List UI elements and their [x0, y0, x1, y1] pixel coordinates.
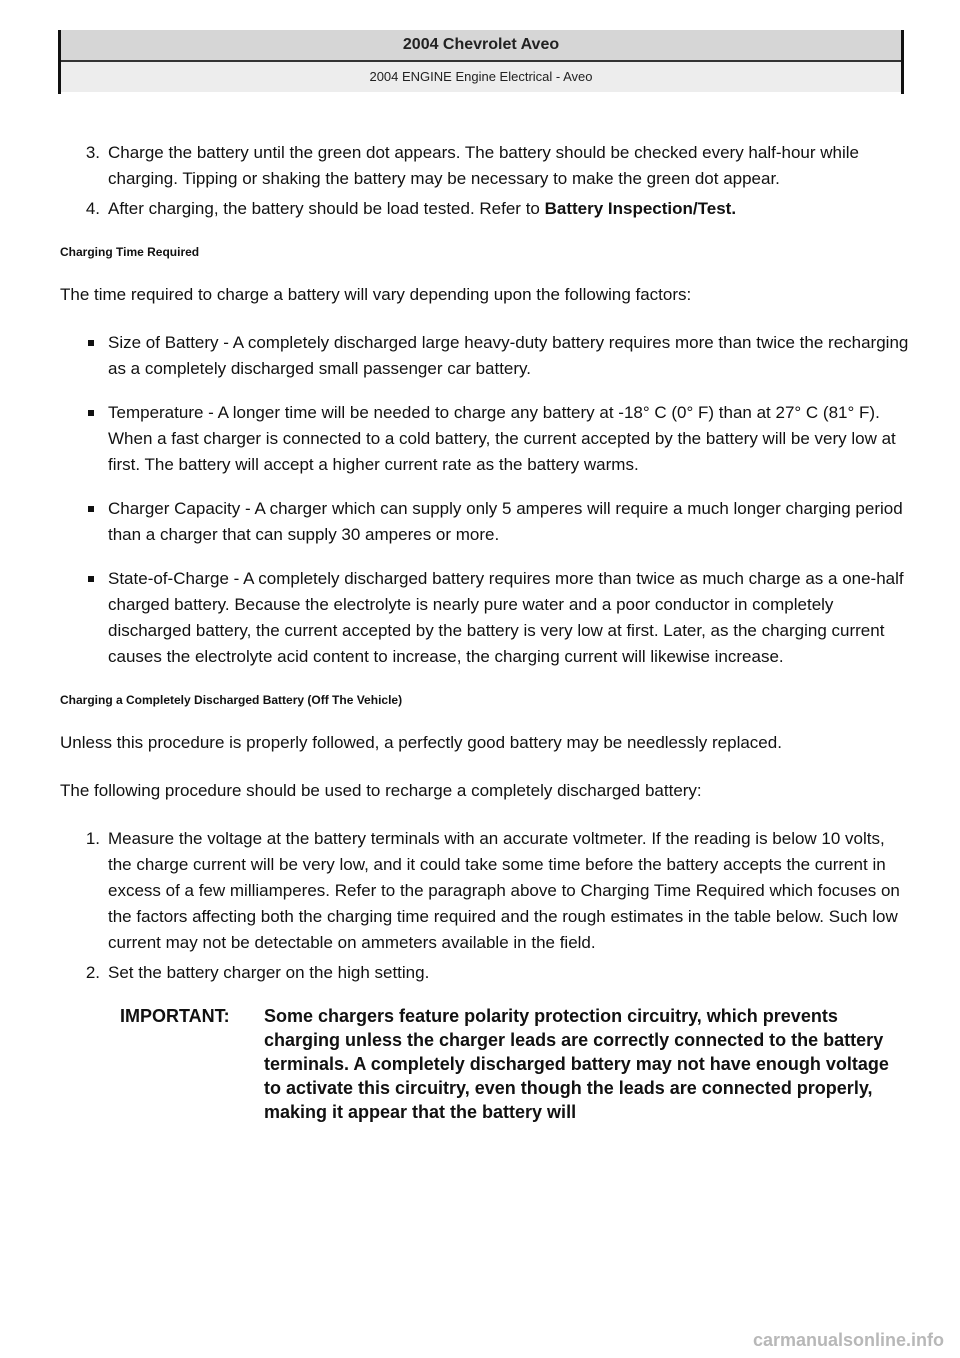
step-text: Set the battery charger on the high setting. [108, 963, 430, 982]
bullet-icon [88, 576, 94, 582]
bullet-icon [88, 506, 94, 512]
list-item [60, 400, 910, 478]
step-number: 2. [85, 963, 100, 982]
step-number: 3. [85, 143, 100, 162]
bullet-icon [88, 410, 94, 416]
step-text: Charge the battery until the green dot appears. The battery should be checked every half-hour while charging. Tipping or shaking the battery may be necessary to make the green dot appear. [108, 143, 859, 188]
section-heading-charging-time: Charging Time Required [60, 245, 200, 259]
step-text: Measure the voltage at the battery terminals with an accurate voltmeter. If the reading is below 10 volts, the charge current will be very low, and it could take some time before the battery accepts the current in excess of a few milliamperes. Refer to the paragraph above to Charging Time Required which focuses on the factors affecting both the charging time required and the rough estimates in the table below. Such low current may not be detectable on ammeters available in the field. [108, 829, 900, 952]
battery-inspection-link[interactable]: Battery Inspection/Test. [544, 199, 737, 218]
list-item-text: Charger Capacity - A charger which can supply only 5 amperes will require a much longer charging period than a charger that can supply 30 amperes or more. [108, 499, 903, 544]
step-item [60, 826, 910, 956]
step-number: 4. [85, 199, 100, 218]
step-text [108, 196, 910, 222]
important-note [120, 1004, 910, 1124]
important-text: Some chargers feature polarity protection circuitry, which prevents charging unless the charger leads are correctly connected to the battery terminals. A completely discharged battery may not have enough voltage to activate this circuitry, even though the leads are connected properly, making it appear that the battery will [264, 1006, 889, 1122]
bullet-icon [88, 340, 94, 346]
watermark: carmanualsonline.info [752, 1330, 944, 1350]
list-item-text: State-of-Charge - A completely discharged battery requires more than twice as much charge as a one-half charged battery. Because the electrolyte is nearly pure water and a poor conductor in completely discharged battery, the current accepted by the battery is very low at first. Later, as the charging current causes the electrolyte acid content to increase, the charging current will likewise increase. [108, 569, 904, 666]
document-header [58, 30, 904, 94]
paragraph: Unless this procedure is properly followed, a perfectly good battery may be needlessly replaced. [60, 733, 782, 752]
paragraph: The following procedure should be used to recharge a completely discharged battery: [60, 781, 702, 800]
step-text-body: After charging, the battery should be load tested. Refer to [108, 199, 545, 218]
document-title: 2004 Chevrolet Aveo [61, 30, 901, 62]
document-subtitle: 2004 ENGINE Engine Electrical - Aveo [61, 62, 901, 92]
step-number: 1. [85, 829, 100, 848]
important-label: IMPORTANT: [120, 1006, 230, 1026]
list-item [60, 496, 910, 548]
section-intro: The time required to charge a battery will vary depending upon the following factors: [60, 285, 692, 304]
factor-list [60, 330, 910, 670]
list-item-text: Size of Battery - A completely discharged large heavy-duty battery requires more than twice the recharging as a completely discharged small passenger car battery. [108, 333, 909, 378]
document-body [60, 140, 910, 1124]
list-item [60, 330, 910, 382]
list-item-text: Temperature - A longer time will be needed to charge any battery at -18° C (0° F) than at 27° C (81° F). When a fast charger is connected to a cold battery, the current accepted by the battery will be very low at first. The battery will accept a higher current rate as the battery warms. [108, 403, 896, 474]
list-item [60, 566, 910, 670]
step-item [60, 960, 910, 986]
step-item [60, 196, 910, 222]
step-item [60, 140, 910, 192]
section-heading-discharged-battery: Charging a Completely Discharged Battery (Off The Vehicle) [60, 693, 403, 707]
